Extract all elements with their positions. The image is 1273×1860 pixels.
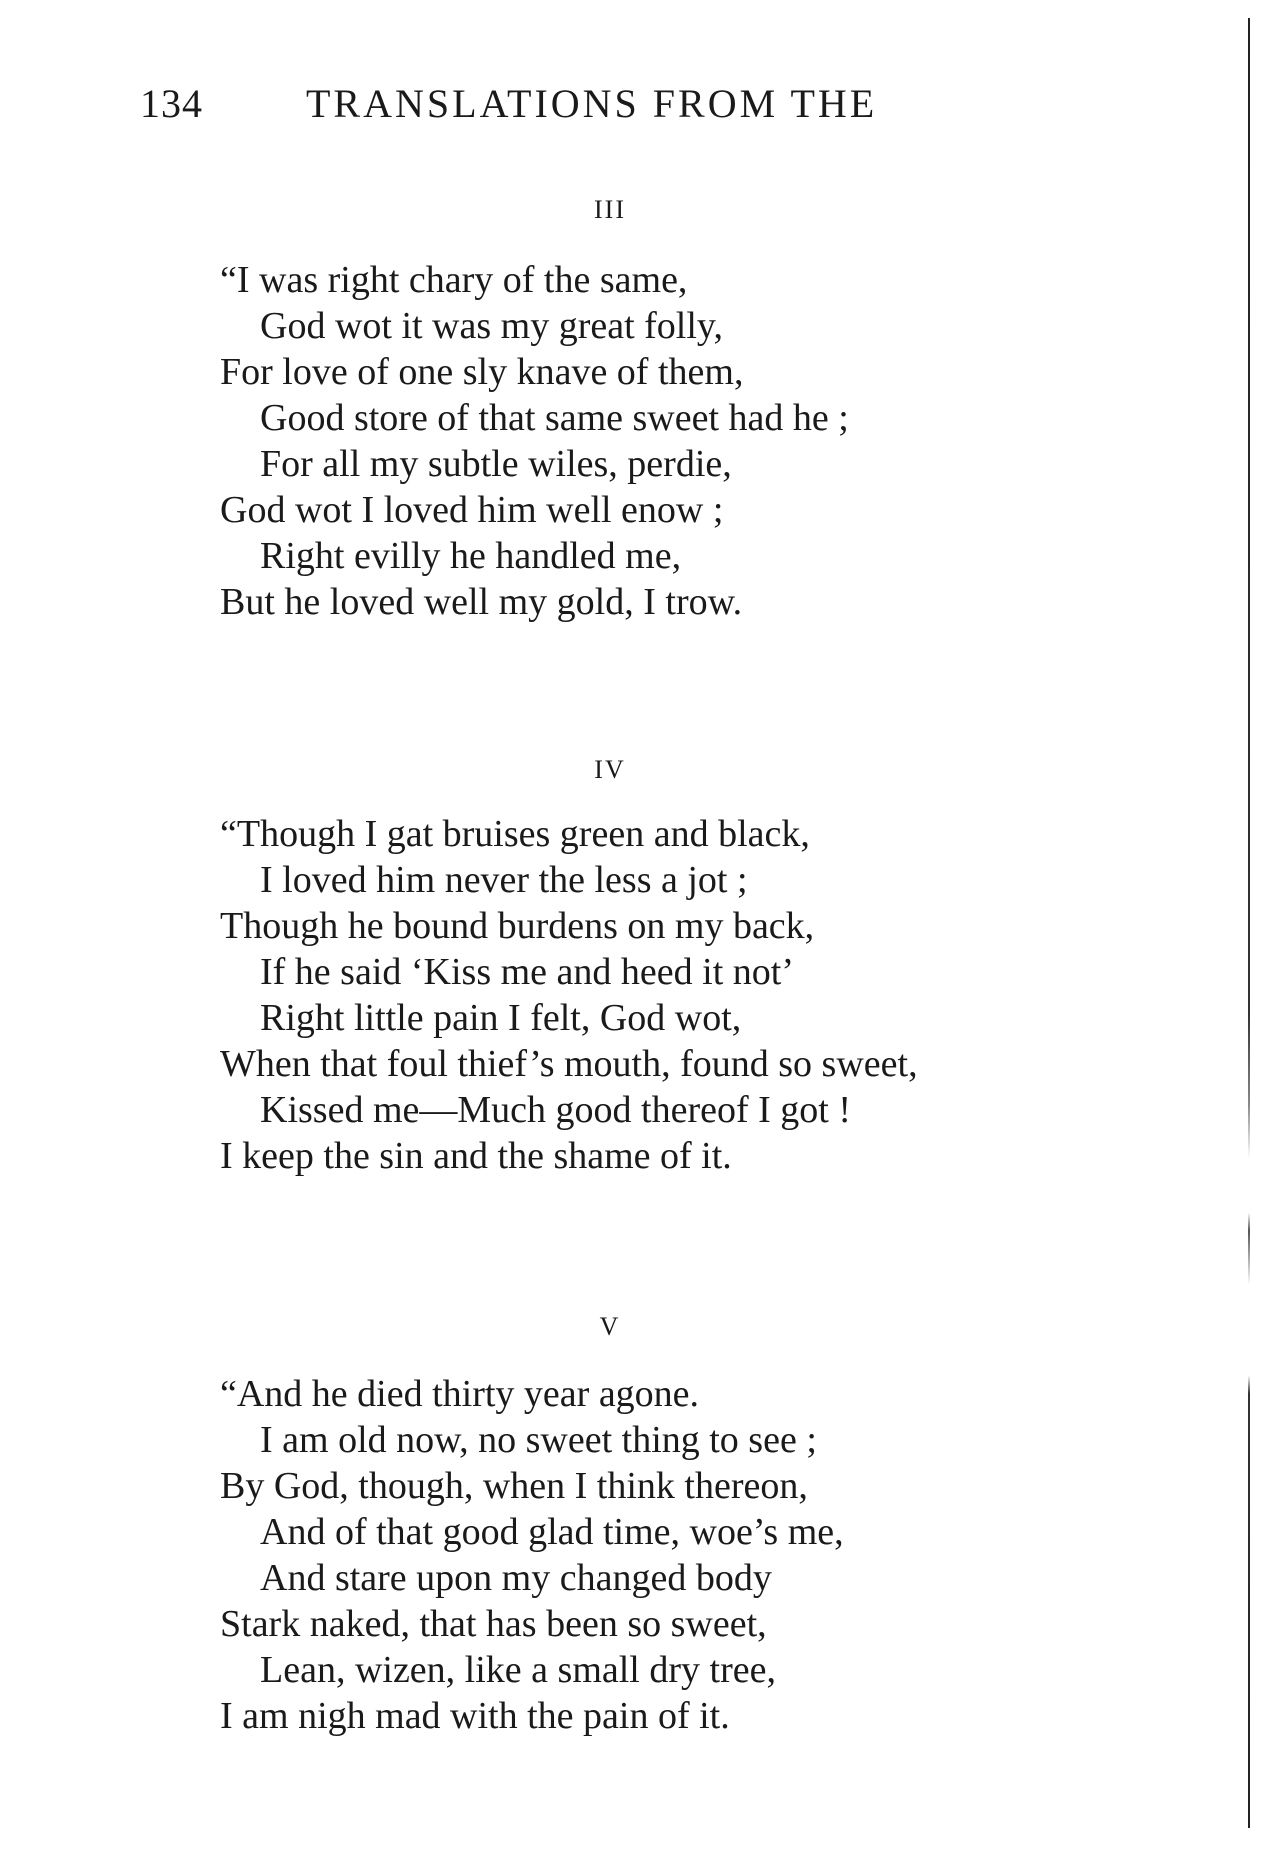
page-number: 134 bbox=[140, 81, 203, 126]
running-head-title: TRANSLATIONS FROM THE bbox=[306, 81, 878, 126]
page-edge-rule bbox=[1248, 18, 1250, 1828]
verse-line: For love of one sly knave of them, bbox=[220, 351, 744, 393]
verse-line: “Though I gat bruises green and black, bbox=[220, 813, 810, 855]
verse-line: When that foul thief’s mouth, found so sweet, bbox=[220, 1043, 918, 1085]
verse-line: I loved him never the less a jot ; bbox=[260, 859, 748, 901]
verse-line: I am nigh mad with the pain of it. bbox=[220, 1695, 730, 1737]
stanza-numeral: V bbox=[599, 1312, 621, 1341]
verse-line: Right little pain I felt, God wot, bbox=[260, 997, 742, 1039]
verse-line: God wot I loved him well enow ; bbox=[220, 489, 724, 531]
verse-line: God wot it was my great folly, bbox=[260, 305, 723, 347]
verse-line: “And he died thirty year agone. bbox=[220, 1373, 700, 1415]
verse-line: “I was right chary of the same, bbox=[220, 259, 688, 301]
stanza-numeral: III bbox=[594, 195, 626, 224]
stanza-numeral: IV bbox=[594, 755, 626, 784]
verse-line: By God, though, when I think thereon, bbox=[220, 1465, 808, 1507]
verse-line: And of that good glad time, woe’s me, bbox=[260, 1511, 844, 1553]
verse-line: I am old now, no sweet thing to see ; bbox=[260, 1419, 817, 1461]
verse-line: If he said ‘Kiss me and heed it not’ bbox=[260, 951, 794, 993]
running-head bbox=[0, 80, 1273, 130]
verse-line: For all my subtle wiles, perdie, bbox=[260, 443, 732, 485]
verse-line: Kissed me—Much good thereof I got ! bbox=[260, 1089, 851, 1131]
verse-line: Though he bound burdens on my back, bbox=[220, 905, 815, 947]
verse-line: Stark naked, that has been so sweet, bbox=[220, 1603, 767, 1645]
verse-line: And stare upon my changed body bbox=[260, 1557, 772, 1599]
verse-line: I keep the sin and the shame of it. bbox=[220, 1135, 732, 1177]
verse-line: Good store of that same sweet had he ; bbox=[260, 397, 849, 439]
verse-line: But he loved well my gold, I trow. bbox=[220, 581, 743, 623]
verse-line: Lean, wizen, like a small dry tree, bbox=[260, 1649, 776, 1691]
verse-line: Right evilly he handled me, bbox=[260, 535, 682, 577]
